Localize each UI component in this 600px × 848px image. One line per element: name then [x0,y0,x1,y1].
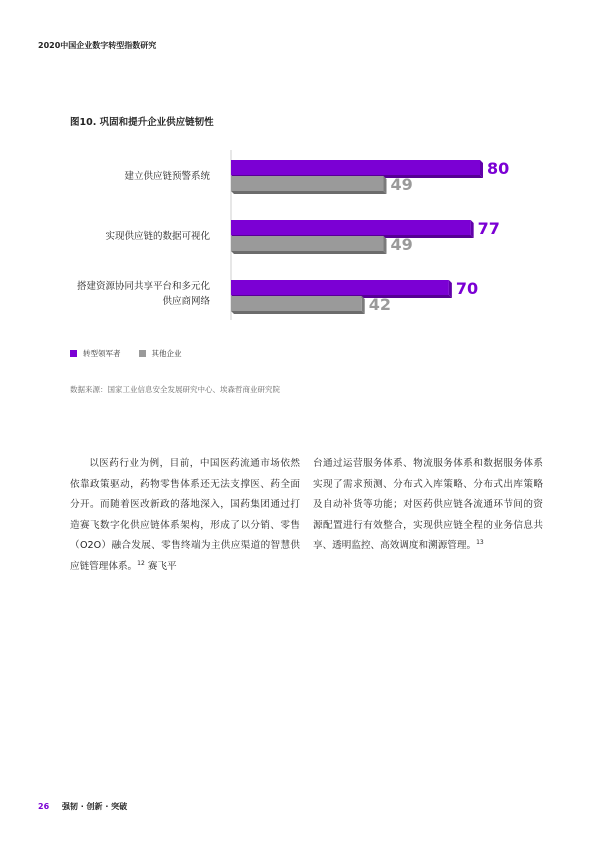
figure-source: 数据来源：国家工业信息安全发展研究中心、埃森哲商业研究院 [70,385,280,394]
bar-shadow [231,251,387,254]
bar-side [384,176,387,194]
chart-legend [70,348,182,359]
footer-tagline: 强韧 · 创新 · 突破 [61,802,128,811]
bar-leaders [231,280,449,295]
legend-label-others: 其他企业 [151,349,182,358]
category-label: 实现供应链的数据可视化 [105,231,210,242]
page-footer [38,801,127,812]
running-header: 2020中国企业数字转型指数研究 [38,41,157,50]
data-label: 49 [390,175,413,194]
bar-shadow [231,191,387,194]
bar-chart [0,150,600,335]
category-label: 搭建资源协同共享平台和多元化 [76,281,210,292]
legend-swatch-others [139,350,146,357]
legend-swatch-leaders [70,350,77,357]
bar-shadow [231,311,365,314]
data-label: 70 [455,279,479,298]
category-label: 供应商网络 [162,296,210,307]
bar-leaders [231,220,471,235]
bar-leaders [231,160,480,175]
body-column-left [70,454,300,577]
legend-item-leaders [70,348,121,359]
bar-side [362,296,365,314]
footnote-ref-13: 13 [476,538,484,546]
legend-label-leaders: 转型领军者 [83,349,121,358]
body-paragraph-left: 以医药行业为例，目前，中国医药流通市场依然依靠政策驱动，药物零售体系还无法支撑医、药全面分开。而随着医改新政的落地深入，国药集团通过打造赛飞数字化供应链体系架构，形成了以分销、零售（O2O）融合发展、零售终端为主供应渠道的智慧供应链管理体系。$^{12}$ 赛飞平 [70,458,300,572]
data-label: 42 [368,295,391,314]
body-column-right [313,454,543,557]
data-label: 77 [477,219,500,238]
bar-others [231,296,362,311]
figure-title: 图10. 巩固和提升企业供应链韧性 [70,117,214,128]
bar-side [384,236,387,254]
page-number: 26 [38,802,50,811]
bar-others [231,176,384,191]
category-label: 建立供应链预警系统 [124,171,210,182]
bar-side [480,160,483,178]
bar-side [471,220,474,238]
data-label: 49 [390,235,413,254]
body-paragraph-right: 台通过运营服务体系、物流服务体系和数据服务体系实现了需求预测、分布式入库策略、分布式出库策略及自动补货等功能；对医药供应链各流通环节间的资源配置进行有效整合，实现供应链全程的业务信息共享、透明监控、高效调度和溯源管理。$^{13}$ [313,458,543,551]
legend-item-others [139,348,182,359]
footnote-ref-12: 12 [137,559,145,567]
bar-others [231,236,384,251]
data-label: 80 [487,159,510,178]
bar-side [449,280,452,298]
